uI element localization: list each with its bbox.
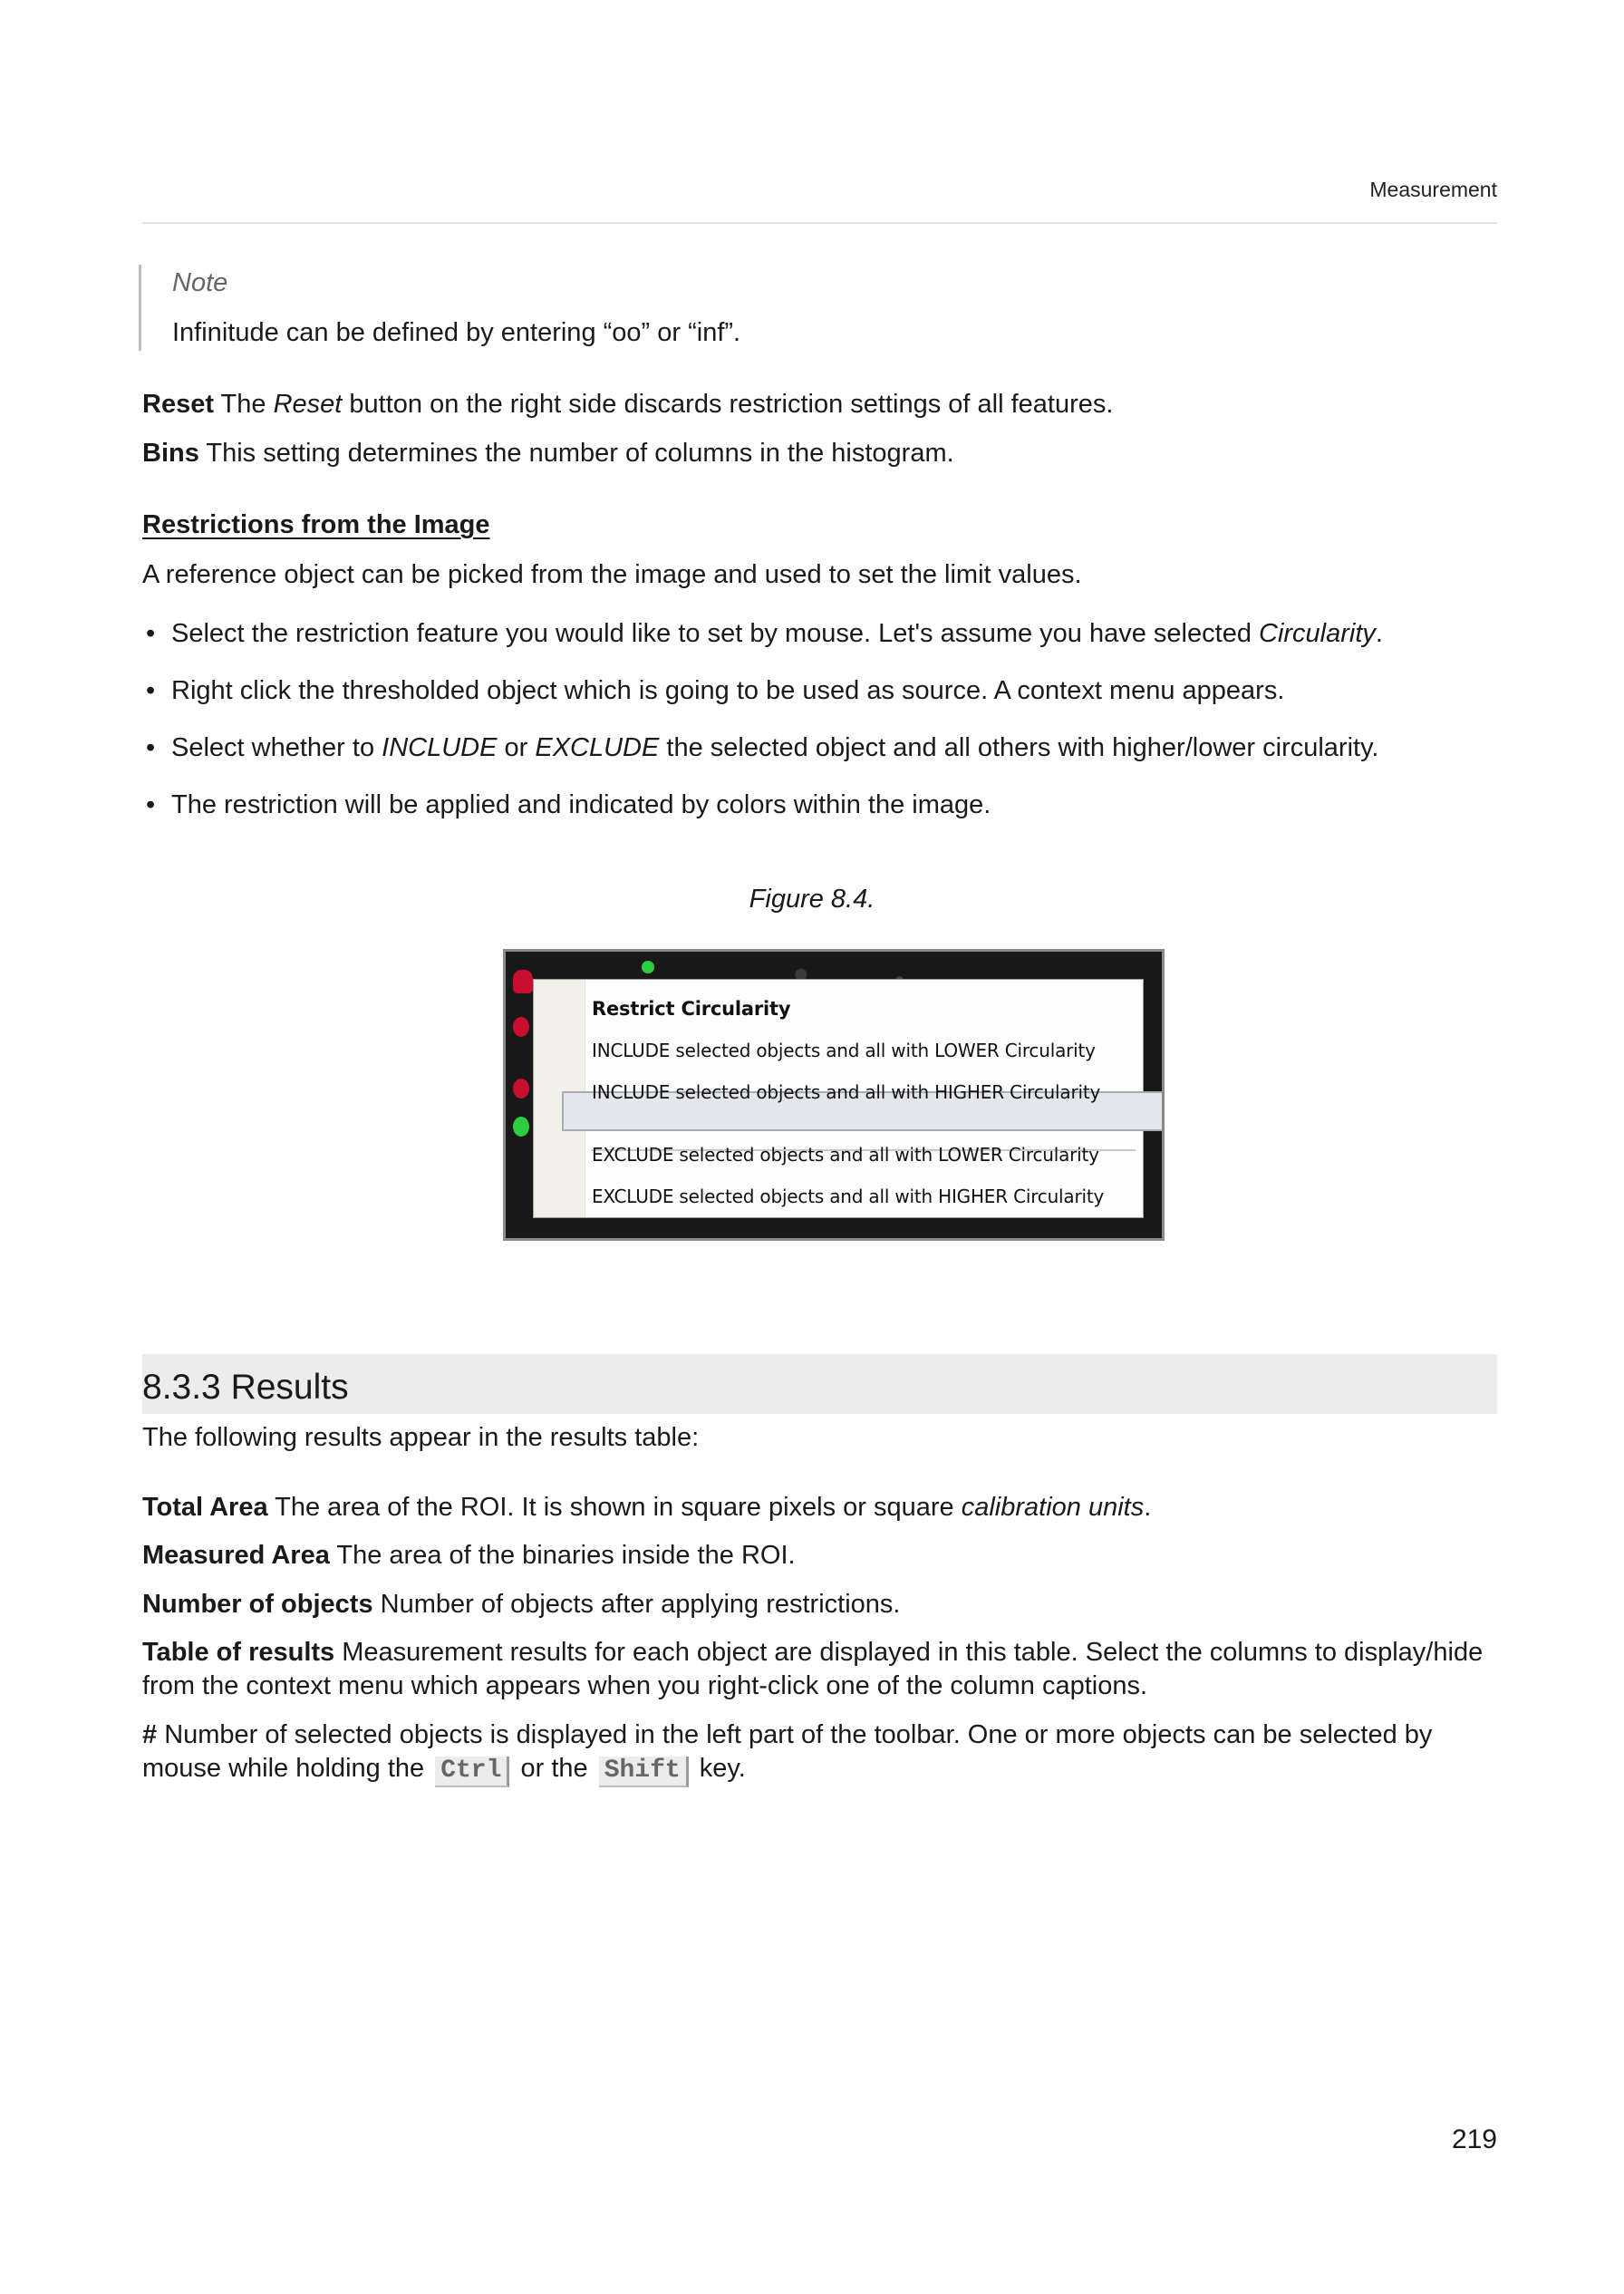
menu-item-include-higher[interactable]: INCLUDE selected objects and all with HIGHER Circularity: [592, 1081, 1101, 1103]
number-of-objects-text: Number of objects after applying restrictions.: [372, 1590, 901, 1619]
menu-item-exclude-lower[interactable]: EXCLUDE selected objects and all with LOWER Circularity: [592, 1144, 1099, 1166]
object-marker-icon: [513, 1079, 529, 1099]
object-marker-icon: [513, 970, 533, 993]
table-of-results-paragraph: [142, 1636, 1497, 1703]
section-title: 8.3.3 Results: [142, 1368, 349, 1407]
bins-text: This setting determines the number of columns in the histogram.: [198, 439, 954, 468]
context-menu: [533, 979, 1144, 1218]
reset-paragraph: [142, 388, 1497, 421]
reset-text-post: button on the right side discards restriction settings of all features.: [342, 390, 1114, 419]
hash-term: #: [142, 1720, 158, 1749]
bins-term: Bins: [142, 439, 199, 468]
measured-area-term: Measured Area: [142, 1541, 330, 1570]
menu-item-exclude-higher[interactable]: EXCLUDE selected objects and all with HIGHER Circularity: [592, 1186, 1105, 1207]
reset-emphasis: Reset: [273, 390, 343, 419]
restrictions-steps: [142, 617, 1497, 846]
list-item: [142, 731, 1497, 789]
object-marker-icon: [513, 1017, 529, 1037]
number-of-objects-term: Number of objects: [142, 1590, 373, 1619]
menu-item-include-lower[interactable]: INCLUDE selected objects and all with LOWER Circularity: [592, 1040, 1096, 1061]
selection-text-mid: or the: [513, 1754, 595, 1783]
list-item: [142, 789, 1497, 846]
step-emphasis: EXCLUDE: [535, 733, 660, 762]
menu-title: Restrict Circularity: [592, 998, 791, 1020]
header-divider: [142, 222, 1497, 224]
measured-area-text: The area of the binaries inside the ROI.: [329, 1541, 796, 1570]
object-marker-icon: [513, 1117, 529, 1137]
figure-screenshot: [503, 949, 1165, 1241]
total-area-term: Total Area: [142, 1493, 268, 1522]
note-title: Note: [172, 268, 228, 297]
selection-text: Number of selected objects is displayed in the left part of the toolbar. One or more objects can be selected by mouse while holding the: [142, 1720, 1433, 1783]
list-item: [142, 674, 1497, 731]
total-area-text: The area of the ROI. It is shown in square pixels or square: [267, 1493, 962, 1522]
step-text: the selected object and all others with higher/lower circularity.: [659, 733, 1379, 762]
selection-text-end: key.: [691, 1754, 746, 1783]
measured-area-paragraph: [142, 1539, 1497, 1573]
step-text: The restriction will be applied and indicated by colors within the image.: [171, 790, 991, 819]
selection-paragraph: [142, 1718, 1497, 1787]
page-number: 219: [1451, 2125, 1497, 2154]
total-area-text-end: .: [1144, 1493, 1152, 1522]
ctrl-key: Ctrl: [435, 1757, 509, 1787]
reset-text-pre: The: [214, 390, 274, 419]
table-of-results-term: Table of results: [142, 1638, 335, 1667]
total-area-emphasis: calibration units: [961, 1493, 1145, 1522]
bins-paragraph: [142, 437, 1497, 470]
results-intro: The following results appear in the results table:: [142, 1423, 700, 1452]
note-box: [139, 265, 1350, 351]
object-marker-icon: [642, 961, 654, 973]
restrictions-heading: Restrictions from the Image: [142, 510, 490, 539]
step-text: Right click the thresholded object which is going to be used as source. A context menu appears.: [171, 676, 1285, 705]
number-of-objects-paragraph: [142, 1588, 1497, 1621]
list-item: [142, 617, 1497, 674]
running-header: Measurement: [1369, 178, 1497, 201]
step-text: or: [497, 733, 536, 762]
table-of-results-text: Measurement results for each object are displayed in this table. Select the columns to display/hide from the context menu which appears when you right-click one of the column captions.: [142, 1638, 1484, 1700]
figure-caption: Figure 8.4.: [749, 885, 875, 914]
restrictions-intro: A reference object can be picked from the image and used to set the limit values.: [142, 560, 1082, 589]
step-text: .: [1375, 619, 1383, 648]
step-emphasis: Circularity: [1259, 619, 1376, 648]
shift-key: Shift: [599, 1757, 689, 1787]
reset-term: Reset: [142, 390, 214, 419]
note-body: Infinitude can be defined by entering “oo” or “inf”.: [172, 318, 741, 347]
step-emphasis: INCLUDE: [382, 733, 498, 762]
step-text: Select the restriction feature you would like to set by mouse. Let's assume you have selected: [171, 619, 1260, 648]
step-text: Select whether to: [171, 733, 382, 762]
total-area-paragraph: [142, 1491, 1497, 1524]
